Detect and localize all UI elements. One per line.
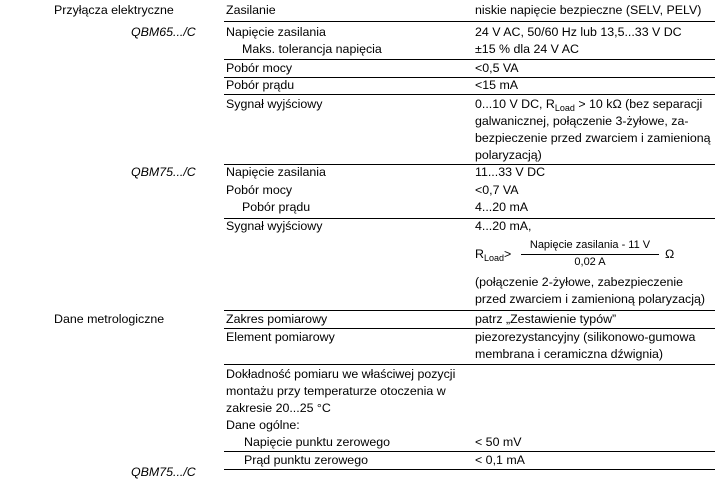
value-qbm65-output-prefix: 0...10 V DC, R	[475, 97, 555, 111]
row-divider	[224, 59, 715, 60]
formula-r: R	[475, 247, 484, 261]
param-qbm75-power: Pobór mocy	[226, 183, 293, 197]
value-qbm65-output-suffix: > 10 kΩ (bez separacji	[574, 97, 703, 111]
value-zero-point-current: < 0,1 mA	[475, 453, 525, 467]
model-qbm75-label: QBM75.../C	[131, 165, 196, 179]
value-qbm75-output-line: przed zwarciem i zamienioną polaryzacją)	[475, 292, 706, 306]
value-qbm75-output-line: (połączenie 2-żyłowe, zabezpieczenie	[475, 275, 684, 289]
value-qbm75-current: 4...20 mA	[475, 200, 529, 214]
param-qbm75-output: Sygnał wyjściowy	[226, 219, 323, 233]
param-qbm65-voltage-tolerance: Maks. tolerancja napięcia	[242, 42, 382, 56]
section-metrological-data: Dane metrologiczne	[54, 312, 165, 326]
value-qbm65-supply-voltage: 24 V AC, 50/60 Hz lub 13,5...33 V DC	[475, 25, 682, 39]
param-qbm65-power: Pobór mocy	[226, 61, 293, 75]
formula-lhs	[475, 246, 511, 267]
param-zero-point-current: Prąd punktu zerowego	[244, 453, 368, 467]
formula-operator: >	[503, 247, 512, 261]
value-zero-point-voltage: < 50 mV	[475, 435, 522, 449]
param-qbm75-current: Pobór prądu	[242, 200, 311, 214]
accuracy-text-line: Dokładność pomiaru we właściwej pozycji	[226, 367, 456, 381]
value-qbm75-power: <0,7 VA	[475, 183, 519, 197]
param-qbm75-supply-voltage: Napięcie zasilania	[226, 165, 326, 179]
param-qbm65-supply-voltage: Napięcie zasilania	[226, 25, 326, 39]
row-divider	[224, 469, 715, 470]
value-measuring-range: patrz „Zestawienie typów”	[475, 312, 617, 326]
row-divider	[224, 364, 715, 365]
row-divider	[224, 21, 715, 22]
formula-unit: Ω	[665, 247, 675, 261]
value-qbm75-output: 4...20 mA,	[475, 219, 532, 233]
value-qbm65-output-line: galwanicznej, połączenie 3-żyłowe, za-	[475, 114, 689, 128]
value-measuring-element-line: membrana i ceramiczna dźwignia)	[475, 347, 663, 361]
accuracy-text-line: montażu przy temperaturze otoczenia w	[226, 384, 446, 398]
section-electrical-connections: Przyłącza elektryczne	[54, 3, 174, 17]
param-qbm65-current: Pobór prądu	[226, 78, 295, 92]
formula-fraction-bar	[521, 254, 659, 255]
value-qbm65-output-line: bezpieczenie przed zwarciem i zamienioną	[475, 131, 711, 145]
value-qbm65-current: <15 mA	[475, 78, 519, 92]
value-qbm65-power: <0,5 VA	[475, 61, 519, 75]
accuracy-text-line: zakresie 20...25 °C	[226, 401, 331, 415]
value-qbm75-supply-voltage: 11...33 V DC	[475, 165, 546, 179]
param-measuring-range: Zakres pomiarowy	[226, 312, 328, 326]
row-divider	[224, 77, 715, 78]
general-data-label: Dane ogólne:	[226, 418, 300, 432]
param-supply: Zasilanie	[226, 3, 276, 17]
value-qbm65-output-sub: Load	[554, 103, 575, 113]
value-measuring-element-line: piezorezystancyjny (silikonowo-gumowa	[475, 330, 696, 344]
param-qbm65-output: Sygnał wyjściowy	[226, 97, 323, 111]
param-zero-point-voltage: Napięcie punktu zerowego	[244, 435, 391, 449]
formula-numerator: Napięcie zasilania - 11 V	[529, 239, 651, 251]
model-qbm65-label: QBM65.../C	[131, 25, 196, 39]
row-divider	[224, 94, 715, 95]
formula-r-sub: Load	[483, 253, 504, 263]
value-qbm65-output-line: polaryzacją)	[475, 148, 542, 162]
param-measuring-element: Element pomiarowy	[226, 330, 335, 344]
model-cut-off-label: QBM75.../C	[131, 465, 196, 479]
formula-denominator: 0,02 A	[574, 256, 606, 268]
value-supply: niskie napięcie bezpieczne (SELV, PELV)	[475, 3, 702, 17]
value-qbm65-voltage-tolerance: ±15 % dla 24 V AC	[475, 42, 579, 56]
